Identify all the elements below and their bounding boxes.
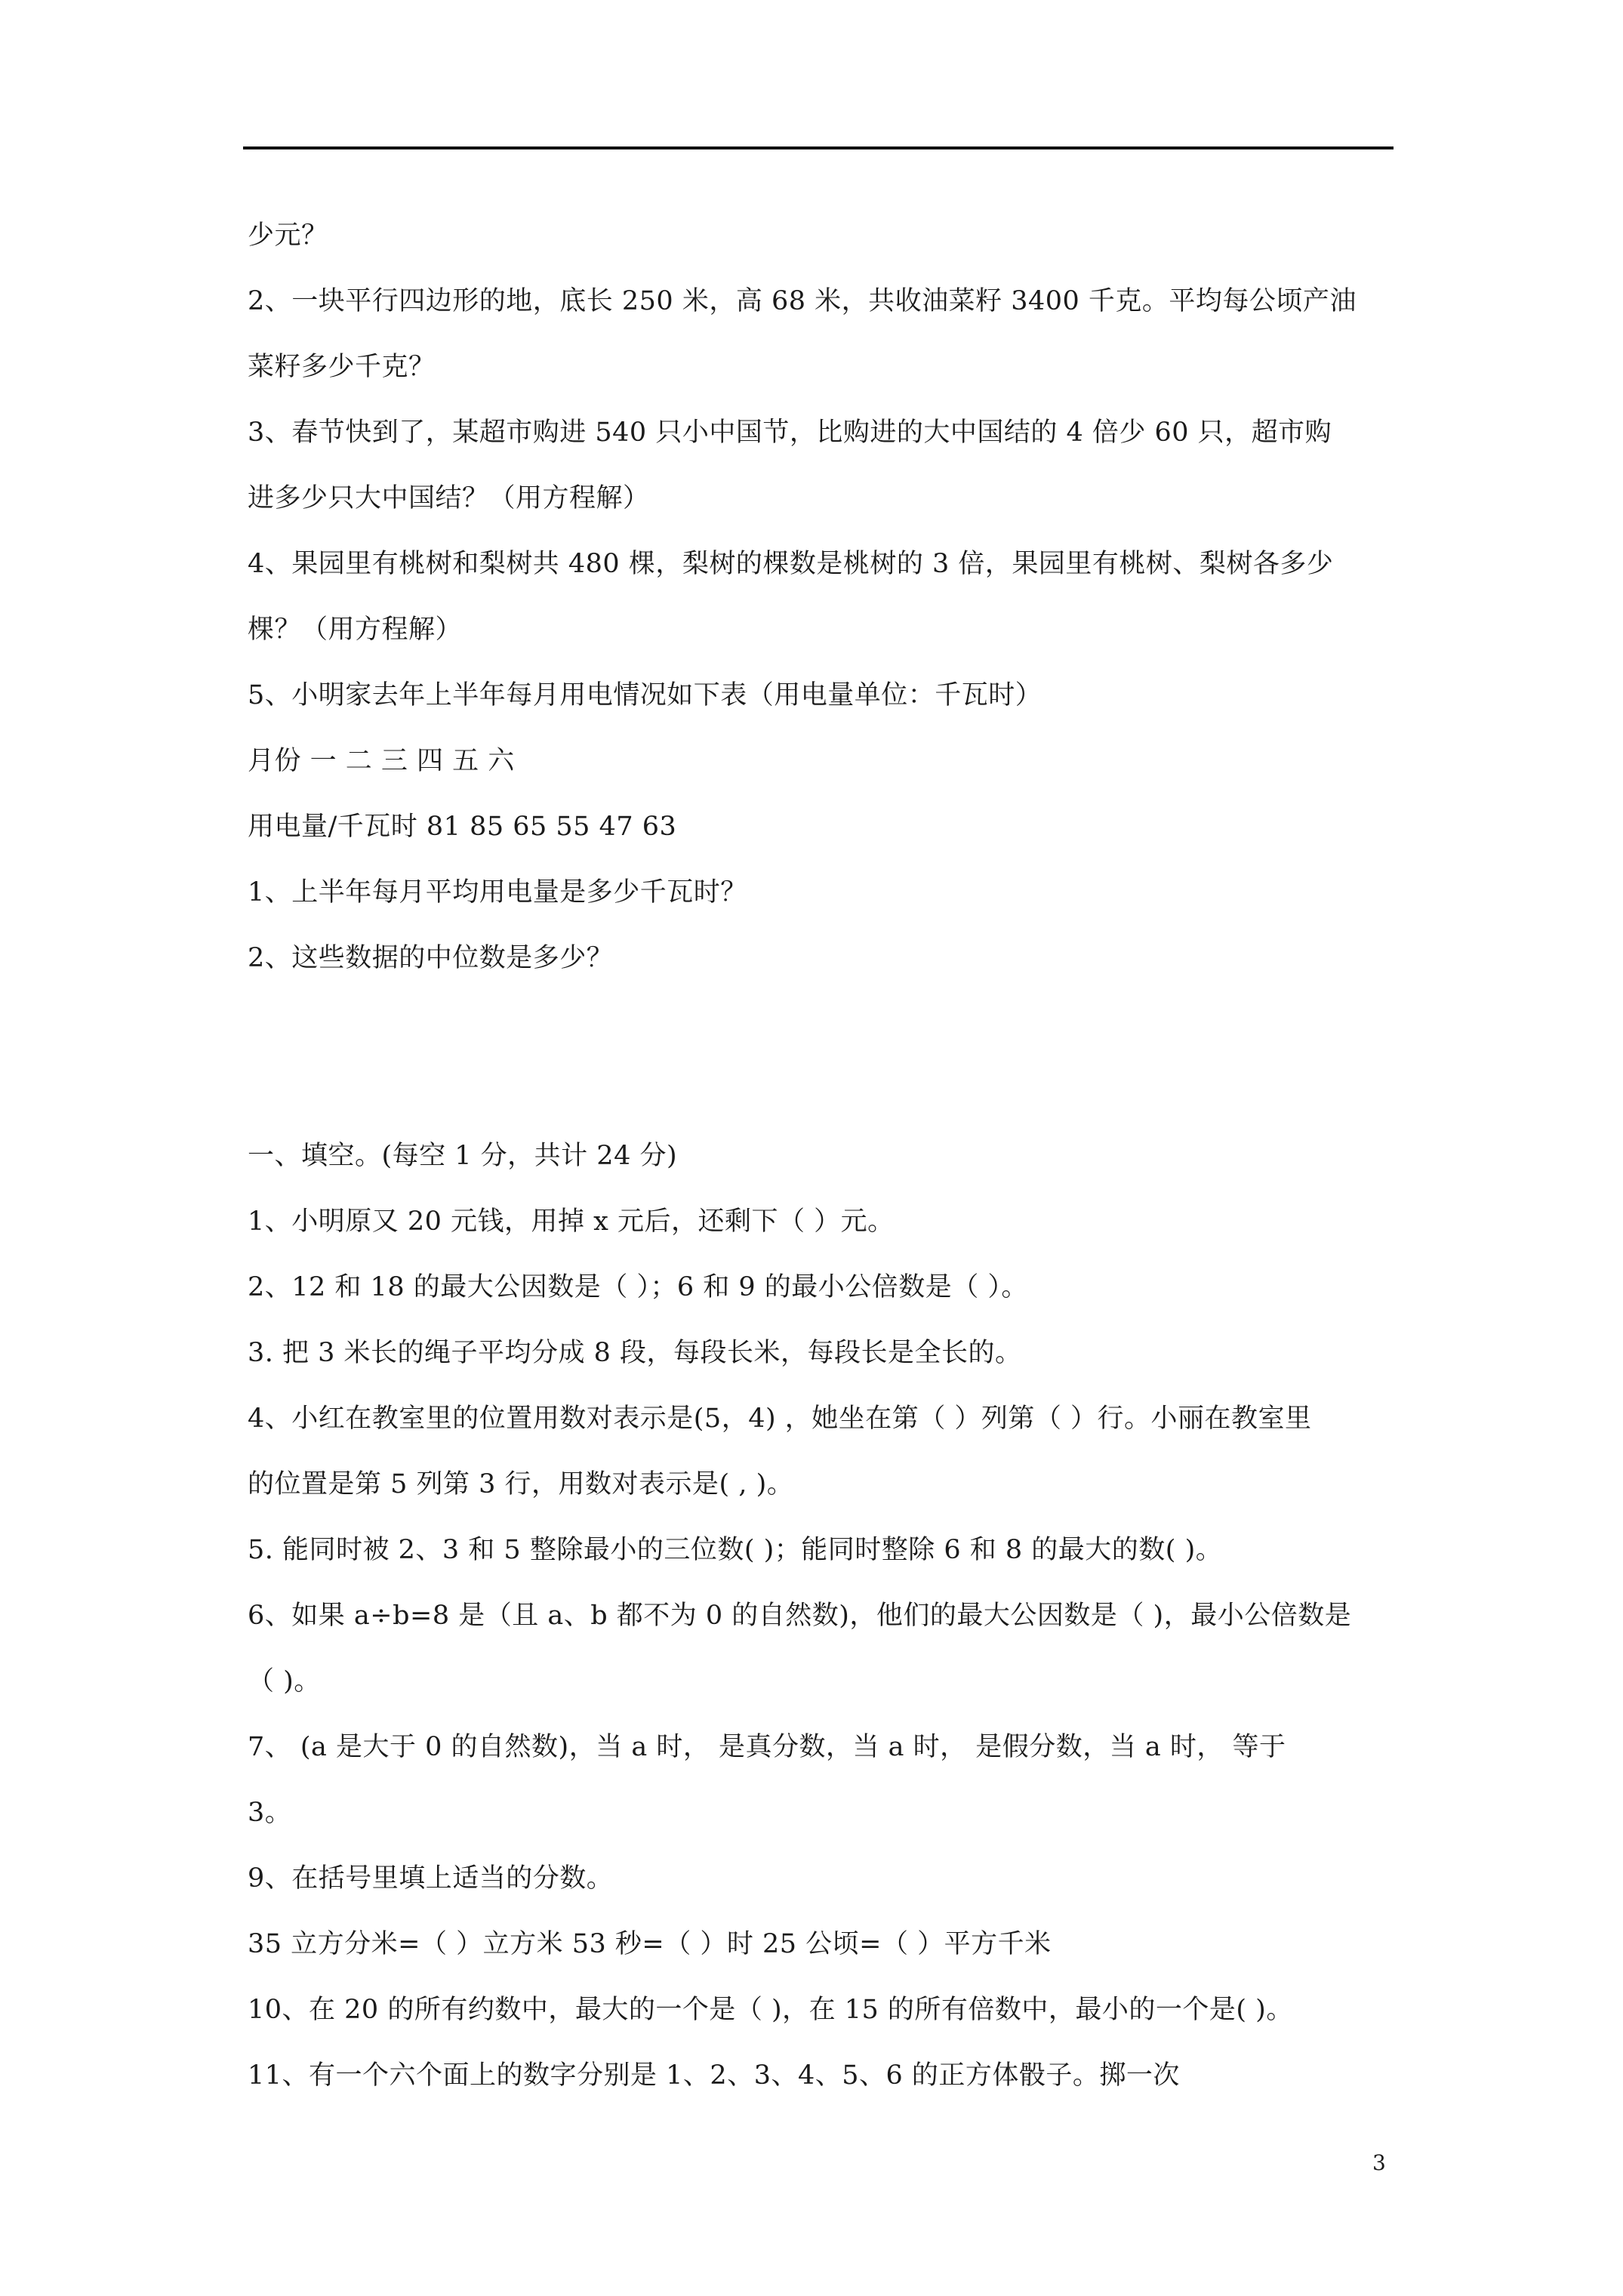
text-line: （ )。 bbox=[248, 1666, 321, 1697]
text-line: 2、这些数据的中位数是多少？ bbox=[248, 943, 614, 973]
text-line: 用电量/千瓦时 81 85 65 55 47 63 bbox=[248, 812, 677, 842]
text-line: 3。 bbox=[248, 1798, 292, 1828]
text-line: 月份 一 二 三 四 五 六 bbox=[248, 746, 515, 776]
text-line: 2、一块平行四边形的地，底长 250 米，高 68 米，共收油菜籽 3400 千克。平均每公顷产油 bbox=[248, 286, 1357, 316]
text-line: 35 立方分米=（ ）立方米 53 秒=（ ）时 25 公顷=（ ）平方千米 bbox=[248, 1929, 1052, 1959]
text-line: 菜籽多少千克？ bbox=[248, 352, 436, 382]
text-line: 11、有一个六个面上的数字分别是 1、2、3、4、5、6 的正方体骰子。掷一次 bbox=[248, 2060, 1180, 2091]
text-line: 1、小明原又 20 元钱，用掉 x 元后，还剩下（ ）元。 bbox=[248, 1207, 895, 1237]
text-line: 进多少只大中国结？（用方程解） bbox=[248, 483, 650, 513]
text-line: 4、果园里有桃树和梨树共 480 棵，梨树的棵数是桃树的 3 倍，果园里有桃树、梨树各多少 bbox=[248, 549, 1334, 579]
header-rule bbox=[243, 146, 1394, 149]
text-line: 少元？ bbox=[248, 220, 328, 251]
text-line: 1、上半年每月平均用电量是多少千瓦时？ bbox=[248, 877, 747, 908]
text-line: 棵？（用方程解） bbox=[248, 615, 463, 645]
text-line: 5. 能同时被 2、3 和 5 整除最小的三位数( )；能同时整除 6 和 8 的最大的数( )。 bbox=[248, 1535, 1223, 1565]
text-line: 3. 把 3 米长的绳子平均分成 8 段，每段长米，每段长是全长的。 bbox=[248, 1338, 1022, 1368]
text-line: 7、 (a 是大于 0 的自然数)，当 a 时， 是真分数，当 a 时， 是假分数，当 a 时， 等于 bbox=[248, 1732, 1286, 1762]
section-heading: 一、填空。(每空 1 分，共计 24 分) bbox=[248, 1141, 678, 1171]
text-line: 2、12 和 18 的最大公因数是（ ）；6 和 9 的最小公倍数是（ ）。 bbox=[248, 1272, 1028, 1302]
text-line: 6、如果 a÷b=8 是（且 a、b 都不为 0 的自然数)，他们的最大公因数是（ )，最小公倍数是 bbox=[248, 1601, 1352, 1631]
text-line: 4、小红在教室里的位置用数对表示是(5，4) ，她坐在第（ ）列第（ ）行。小丽在教室里 bbox=[248, 1404, 1312, 1434]
text-line: 5、小明家去年上半年每月用电情况如下表（用电量单位：千瓦时） bbox=[248, 680, 1042, 710]
text-line: 9、在括号里填上适当的分数。 bbox=[248, 1863, 614, 1894]
text-line: 的位置是第 5 列第 3 行，用数对表示是( , )。 bbox=[248, 1469, 794, 1499]
text-line: 3、春节快到了，某超市购进 540 只小中国节，比购进的大中国结的 4 倍少 60 只，超市购 bbox=[248, 418, 1332, 448]
text-line: 10、在 20 的所有约数中，最大的一个是（ )，在 15 的所有倍数中，最小的一个是( )。 bbox=[248, 1995, 1293, 2025]
page-number: 3 bbox=[1372, 2150, 1386, 2175]
